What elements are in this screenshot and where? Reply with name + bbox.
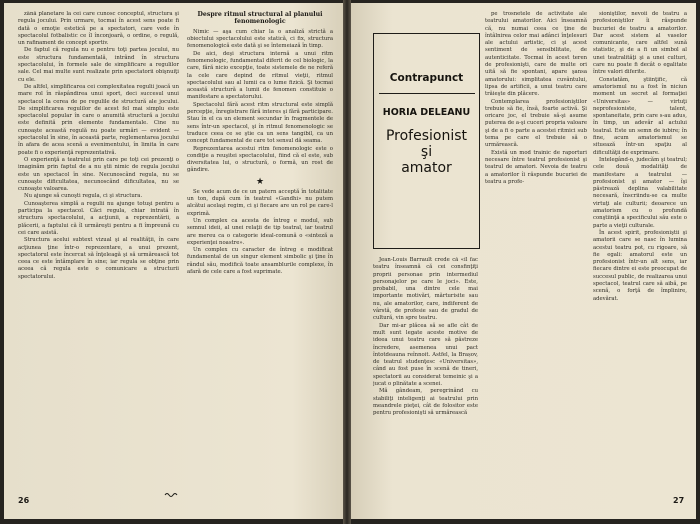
- author-name: HORIA DELEANU: [382, 107, 471, 118]
- paragraph: De altfel, simplificarea cei complexitatea regulii joacă un mare rol în răspândirea unui sport, deci succesul unui spectacol la cerea de pe regulile de structură ale jocului. De simplificarea regulilor de acest fel mai simplu este spectacolul popular în care o anumită structură a jocului este definită prin elemente fundamentale. Cine nu cunoaşte această regulă nu poate urmări — evident — spectacolul în sine, în această parte, reglementarea jocului în afara de acea scenă a evenimentului, în limita în care poate fi o experienţă reprezentativă.: [18, 83, 179, 156]
- paragraph: Un complex ca acesta de întreg e modul, sub semnul ideii, al unei relaţii de tip teatral, iar teatrul are mereu ca o categorie ideal-comună o «sinteză a experienţei noastre».: [187, 217, 333, 246]
- page-number: 27: [673, 496, 685, 505]
- paragraph: De aici, deşi structura internă a unui ritm fenomenologic, fundamental diferit de cel biologic, la care, fără nicio excepţie, toate sistemele de ne referă la cele care depind de ritmul vieţii, ritmul spectacolului sau al lumii ca o lume fizică. Şi tocmai această structură a lumii de fenomen constituie o manifestare a spectatorului.: [187, 50, 333, 101]
- rubric-divider: [379, 93, 475, 94]
- paragraph: Nimic — aşa cum chiar la o analiză strictă a obiectului spectacolului este statică, ci fix, structura fenomenologică este dată şi se întemeiază în timp.: [187, 28, 333, 50]
- section-heading: Despre ritmul structural al planului fenomenologic: [197, 11, 323, 26]
- right-page: [351, 3, 696, 519]
- right-column-1: [373, 257, 478, 489]
- paragraph: Intelegând-o, judecăm şi teatrul; cele două modalităţi de manifestare a teatrului — profesionist şi amator — îşi păstrează deplina valabilitate necesară, înscriindu-se ca multe virtuţi ale culturii; deoarece un amatorism cu o profundă conştiinţă a specificului său este o parte a vieţii culturale.: [593, 156, 687, 229]
- article-title-line: şi: [420, 144, 433, 160]
- article-title-line: Profesionist: [385, 128, 468, 144]
- paragraph: pe trosnetele de activitate ale teatrului amatorilor. Aici înseamnă că, nu numai ceea ce ţine de întâlnirea celor mai adânci înţelesuri ale actului artistic, ci şi acest sentiment de sensibilitate, de autenticitate. Tocmai în acest teren de profesionişti, care de multe ori uită să fie spontani, apare şansa amatorului: simplitatea cuvântului, lipsa de artificii, a unui teatru care trăieşte din plăcere.: [485, 11, 587, 98]
- paragraph: Spectacolul fără acest ritm structural este simplă percepţie, înregistrare fără interes şi fără participare. Stau în el ca un element secundar în fragmentele de sens într-un spectacol, şi în ritmul fenomenologic se traduce ceea ce se ştie ca un sens tangibil, ca un concept fundamental de care tot sensul dă seama.: [187, 101, 333, 145]
- book-gutter: [343, 0, 351, 524]
- right-column-2: [485, 11, 587, 489]
- rubric-label: Contrapunct: [389, 72, 464, 84]
- paragraph: De faptul că regula nu e pentru toţi partea jocului, nu este structura fundamentală, intrând în structura spectacolului, în formele sale de simplificare a regulilor sale. Cel mai multe sunt realizate prin spectatorii obişnuiţi cu ele.: [18, 47, 179, 83]
- paragraph: Mă gândeam, peregrinând cu stabiliţi inteligenţi ai teatrului prin meandrele pieţei, cât de folositor este pentru profesionişti să urmărească: [373, 388, 478, 417]
- title-box: [373, 33, 480, 249]
- paragraph: Constatăm, ştiinţific, că amatorismul nu a fost în niciun moment un secret al formaţiei «Universitas» — virtuţi neprofesioniste, talent, spontaneitate, prin care s-au adus, în timp, un adevăr al actului teatral. Este un semn de iubire; în fine, acum amatorismul se situează într-un spaţiu al dificultăţii de exprimare.: [593, 76, 687, 156]
- end-mark-icon: [164, 492, 178, 498]
- paragraph: Contemplarea profesioniştilor trebuie să fie, însă, foarte activă. Şi oricare joc, el trebuie să-şi asume puterea de a-şi cuceri propria valoare şi de a fi o parte a acestei ritmici sub tema pe care el trebuie să o urmărească.: [485, 98, 587, 149]
- paragraph: Structura acelui subtext vizual şi al realităţii, în care acţiunea ţine într-o reprezentare, a unui prezent, spectatorul este încercat să înţeleagă şi să urmărească tot ceea ce este întâmplare în sine; iar regula se obţine prin aceea că regula este o comunicare a structurii spectatorului.: [18, 237, 179, 280]
- paragraph: Reprezentarea acestui ritm fenomenologic este o condiţie a reuşitei spectacolului, fiind că el este, sub diversitatea lui, o structură, o formă, un rost de gândire.: [187, 145, 333, 174]
- page-number: 26: [18, 496, 30, 505]
- right-column-3: [593, 11, 687, 489]
- left-column-1: [18, 11, 179, 489]
- paragraph: Jean-Louis Barrault crede că «îl fac teatru înseamnă că cei consfinţiţi proprii personae prin intermediul personajelor pe care le joci». Este, probabil, una dintre cele mai importante motivări, mărturisite sau nu, ale amatorilor, care, indiferent de vârstă, de profesie sau de gradul de cultură, vin spre teatru.: [373, 257, 478, 322]
- paragraph: Dar mi-ar plăcea să se afle cât de mult sunt legate aceste motive de ideea unui teatru care să păstreze încredere, asemenea unui pact întotdeauna reînnoit. Astfel, la Brașov, de teatrul studenţesc «Universitas», când au fost puse în scenă de tineri, spectatorii au considerat temeinic şi a jucat o plinătate a scenei.: [373, 322, 478, 388]
- paragraph: În acest spirit, profesioniştii şi amatorii care se nasc în lumina acestui teatru pot, cu rigoare, să fie egali: amatorul este un profesionist într-un alt sens, iar fiecare dintre ei este preocupat de succesul public, de realizarea unui spectacol, teatrul care să aibă, pe scenă, o forţă de împlinire, adevărat.: [593, 229, 687, 302]
- left-column-2: [187, 11, 333, 489]
- paragraph: Nu ajunge să cunoşti regula, ci şi structura.: [24, 193, 143, 200]
- paragraph: zână planetare la cei care cunosc conceptul, structura şi regula jocului. Prin urmare, tocmai în acest sens poate fi dată o emoţie estetică pe a spectatori, care vede în spectacolul fotbalistic ce îl înconjoară, o ordine, o regulă, un rafinament de concept sportiv.: [18, 11, 179, 47]
- paragraph: Se vede acum de ce un patern acceptă în totalitate un ton, după cum în teatrul «Gandhi» nu putem alcătui acelaşi regim, ci şi fiecare are un rol pe care-l exprimă.: [187, 188, 333, 217]
- article-title-line: amator: [401, 160, 452, 176]
- left-page: [4, 3, 343, 519]
- paragraph: O experienţă a teatrului prin care pe toţi cei prezenţi o imaginăm prin faptul de a nu ştii nimic de regula jocului este un spectacol în sine. Necunoscând regula, nu se cunoaşte dificultatea, necunoscând dificultatea, nu se cunoaşte valoarea.: [18, 156, 179, 193]
- article-title: [374, 128, 479, 176]
- paragraph: Un complex cu caracter de întreg e modificat fundamental de un singur element simbolic şi ţine în rândul său, modifică toate ansamblurile complexe, în afară de cele care a fost suprimate.: [187, 247, 333, 276]
- paragraph: Cunoaşterea simplă a regulii nu ajunge totuşi pentru a participa la spectacol. Căci regula, chiar intrată în structura spectacolului, a acţiunii, a reprezentării, a plăcerii, a faptului că îl urmăreşti pentru a fi împreună cu cei care asistă.: [18, 200, 179, 236]
- paragraph: Există un mod trainic de raporturi necesare între teatrul profesionist şi teatrul de amatori. Nevoia de teatru a amatorilor îi răspunde bucuriei de teatru a profe-: [485, 149, 587, 185]
- star-separator-icon: ★: [255, 176, 265, 187]
- paragraph: sioniştilor, nevoii de teatru a profesioniştilor îi răspunde bucuriei de teatru a amatorilor. Dar acest sistem al vaselor comunicante, care altfel sună statistic, şi de a fi un simbol al unei teatralităţi şi a unei culturi, care nu poate fi decât o egalitate între valori diferite.: [593, 11, 687, 76]
